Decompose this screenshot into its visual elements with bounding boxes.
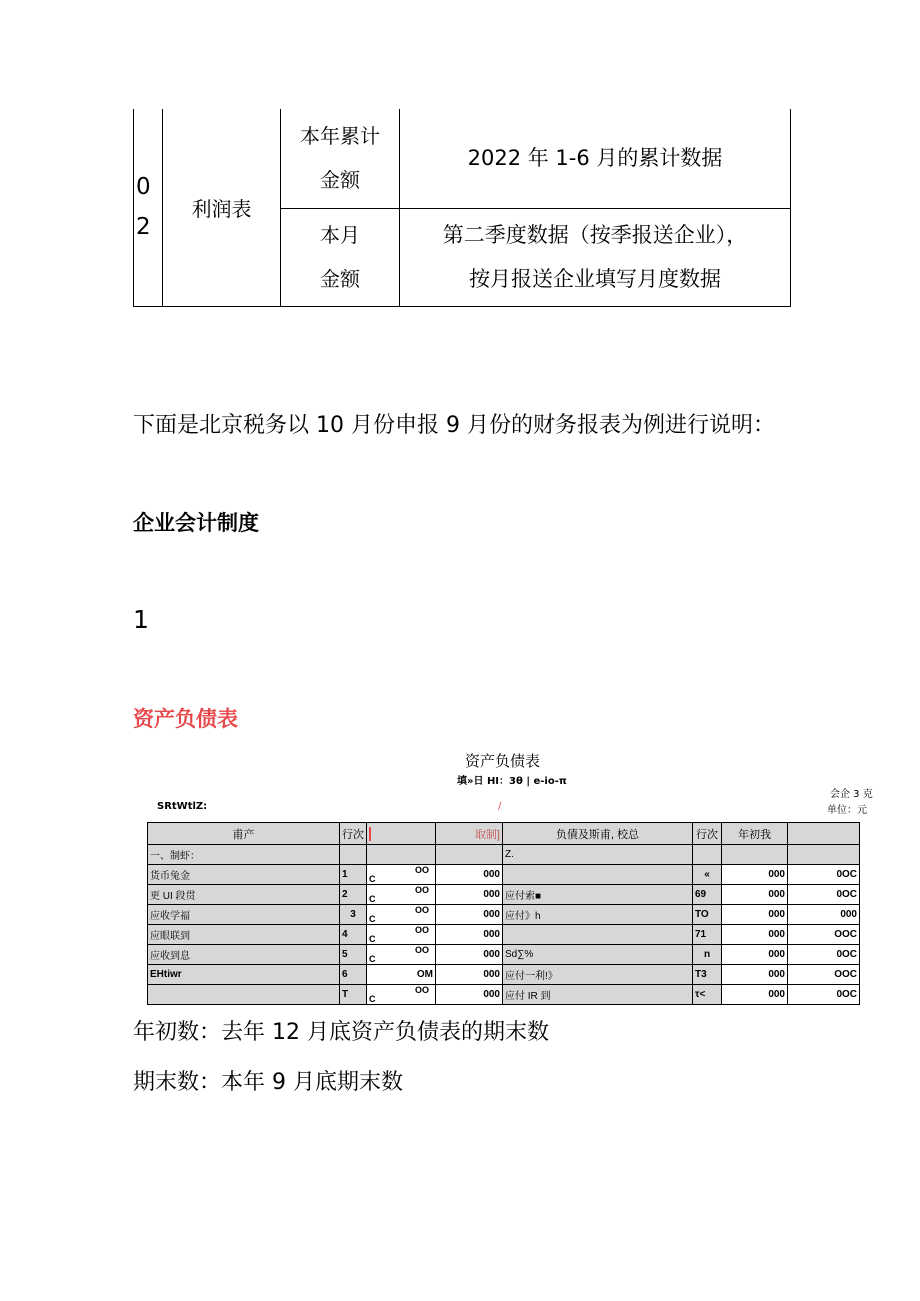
grid-cell	[503, 865, 693, 885]
note-ending-balance: 期末数：本年 9 月底期末数	[133, 1070, 403, 1095]
cell-oo-mark: OO	[414, 925, 429, 935]
balance-sheet-image	[130, 745, 880, 1007]
cell-oo-mark: OO	[414, 905, 429, 915]
grid-cell: 应付 IR 到	[503, 985, 693, 1005]
cell-c-mark: C	[369, 934, 376, 944]
grid-cell: 一、制虾：	[148, 845, 340, 865]
grid-cell: 4	[340, 925, 367, 945]
header-beginning: 年初我	[722, 823, 788, 845]
header-blank	[788, 823, 860, 845]
row-number-cell	[134, 109, 163, 306]
cell-c-mark: C	[369, 994, 376, 1004]
column-name-line1: 本年累计	[300, 124, 380, 149]
column-name-cell	[281, 208, 400, 306]
grid-cell	[788, 845, 860, 865]
grid-cell: «	[693, 865, 722, 885]
grid-cell: 000	[436, 905, 503, 925]
grid-cell: Z.	[503, 845, 693, 865]
table-row	[148, 925, 860, 945]
note-beginning-balance: 年初数：去年 12 月底资产负债表的期末数	[133, 1020, 549, 1045]
table-row	[148, 965, 860, 985]
section-number: 1	[133, 605, 149, 634]
grid-cell	[367, 845, 436, 865]
section-title: 企业会计制度	[133, 511, 259, 535]
grid-cell: EHtiwr	[148, 965, 340, 985]
grid-cell: OM	[367, 965, 436, 985]
grid-header-row	[148, 823, 860, 845]
table-row	[148, 985, 860, 1005]
grid-cell: n	[693, 945, 722, 965]
grid-cell: 000	[436, 885, 503, 905]
grid-cell: 000	[722, 925, 788, 945]
grid-cell: 应收学福	[148, 905, 340, 925]
grid-cell	[367, 945, 436, 965]
header-period: 取制]	[436, 823, 503, 845]
report-title: 资产负债表	[465, 752, 541, 770]
grid-cell: 应付索■	[503, 885, 693, 905]
grid-cell: 更 UI 段贯	[148, 885, 340, 905]
grid-cell: 000	[436, 965, 503, 985]
grid-cell: T3	[693, 965, 722, 985]
grid-cell: 000	[436, 865, 503, 885]
grid-cell: TO	[693, 905, 722, 925]
grid-cell	[722, 845, 788, 865]
grid-cell: τ<	[693, 985, 722, 1005]
intro-paragraph: 下面是北京税务以 10 月份申报 9 月份的财务报表为例进行说明：	[133, 413, 775, 438]
company-label: SRtWtlZ:	[157, 801, 208, 812]
row-number-bottom: 2	[136, 214, 151, 241]
grid-cell: 000	[722, 905, 788, 925]
grid-cell	[367, 905, 436, 925]
description-cell	[400, 208, 791, 306]
grid-cell: 0OC	[788, 945, 860, 965]
description-line1: 2022 年 1-6 月的累计数据	[467, 146, 723, 171]
cell-oo-mark: OO	[414, 945, 429, 955]
report-unit: 单位：元	[827, 805, 867, 816]
cell-c-mark: C	[369, 954, 376, 964]
description-line1: 第二季度数据（按季报送企业），	[442, 223, 748, 247]
grid-cell: 应收到息	[148, 945, 340, 965]
grid-cell	[693, 845, 722, 865]
balance-sheet-heading: 资产负债表	[133, 707, 238, 731]
grid-cell: 000	[788, 905, 860, 925]
table-row	[148, 865, 860, 885]
cell-c-mark: C	[369, 874, 376, 884]
column-name-line2: 金额	[320, 267, 360, 291]
description-cell	[400, 109, 791, 208]
header-assets: 甫产	[148, 823, 340, 845]
grid-cell: 应眼联到	[148, 925, 340, 945]
grid-cell: 应付》h	[503, 905, 693, 925]
grid-cell: 0OC	[788, 885, 860, 905]
cell-oo-mark: OO	[414, 865, 429, 875]
slash-mark: /	[498, 801, 502, 812]
report-subtitle: 填»日 HI：3θ | e-io-π	[457, 776, 567, 787]
column-name-line2: 金额	[320, 168, 360, 193]
grid-cell: OOC	[788, 965, 860, 985]
header-line-no-2: 行次	[693, 823, 722, 845]
description-line2: 按月报送企业填写月度数据	[469, 267, 721, 291]
column-name-cell	[281, 109, 400, 208]
grid-cell	[340, 845, 367, 865]
grid-cell: 货币兔金	[148, 865, 340, 885]
grid-cell: 000	[722, 985, 788, 1005]
row-number-top: 0	[136, 174, 151, 201]
grid-cell: 69	[693, 885, 722, 905]
cell-oo-mark: OO	[414, 885, 429, 895]
grid-cell: 000	[436, 945, 503, 965]
grid-cell: 000	[722, 965, 788, 985]
grid-cell	[503, 925, 693, 945]
table-row	[148, 945, 860, 965]
grid-cell	[148, 985, 340, 1005]
table-row	[148, 885, 860, 905]
balance-sheet-grid	[147, 822, 860, 1005]
grid-cell: 000	[436, 985, 503, 1005]
grid-cell: OOC	[788, 925, 860, 945]
cell-c-mark: C	[369, 894, 376, 904]
grid-cell: 1	[340, 865, 367, 885]
grid-cell	[367, 985, 436, 1005]
report-code: 会企 3 克	[830, 789, 873, 800]
grid-cell	[367, 885, 436, 905]
table-row	[148, 905, 860, 925]
grid-cell	[367, 865, 436, 885]
grid-cell	[367, 925, 436, 945]
cell-c-mark: C	[369, 914, 376, 924]
grid-cell: 0OC	[788, 985, 860, 1005]
grid-cell: Sd∑%	[503, 945, 693, 965]
grid-cell: 3	[340, 905, 367, 925]
grid-cell: 71	[693, 925, 722, 945]
column-name-line1: 本月	[320, 223, 360, 247]
grid-cell: 应付一利!》	[503, 965, 693, 985]
grid-cell: 0OC	[788, 865, 860, 885]
grid-cell: T	[340, 985, 367, 1005]
grid-cell: 6	[340, 965, 367, 985]
red-marker	[369, 827, 371, 841]
grid-cell: 000	[436, 925, 503, 945]
report-name-cell: 利润表	[163, 109, 281, 306]
grid-cell: 5	[340, 945, 367, 965]
grid-cell: 000	[722, 885, 788, 905]
grid-cell	[436, 845, 503, 865]
grid-cell: 000	[722, 865, 788, 885]
grid-cell: 000	[722, 945, 788, 965]
cell-oo-mark: OO	[414, 985, 429, 995]
header-red-marker-cell	[367, 823, 436, 845]
table-row	[148, 845, 860, 865]
report-period-table	[133, 109, 791, 307]
header-liabilities: 负債及斯甫, 校总	[503, 823, 693, 845]
header-line-no: 行次	[340, 823, 367, 845]
grid-cell: 2	[340, 885, 367, 905]
